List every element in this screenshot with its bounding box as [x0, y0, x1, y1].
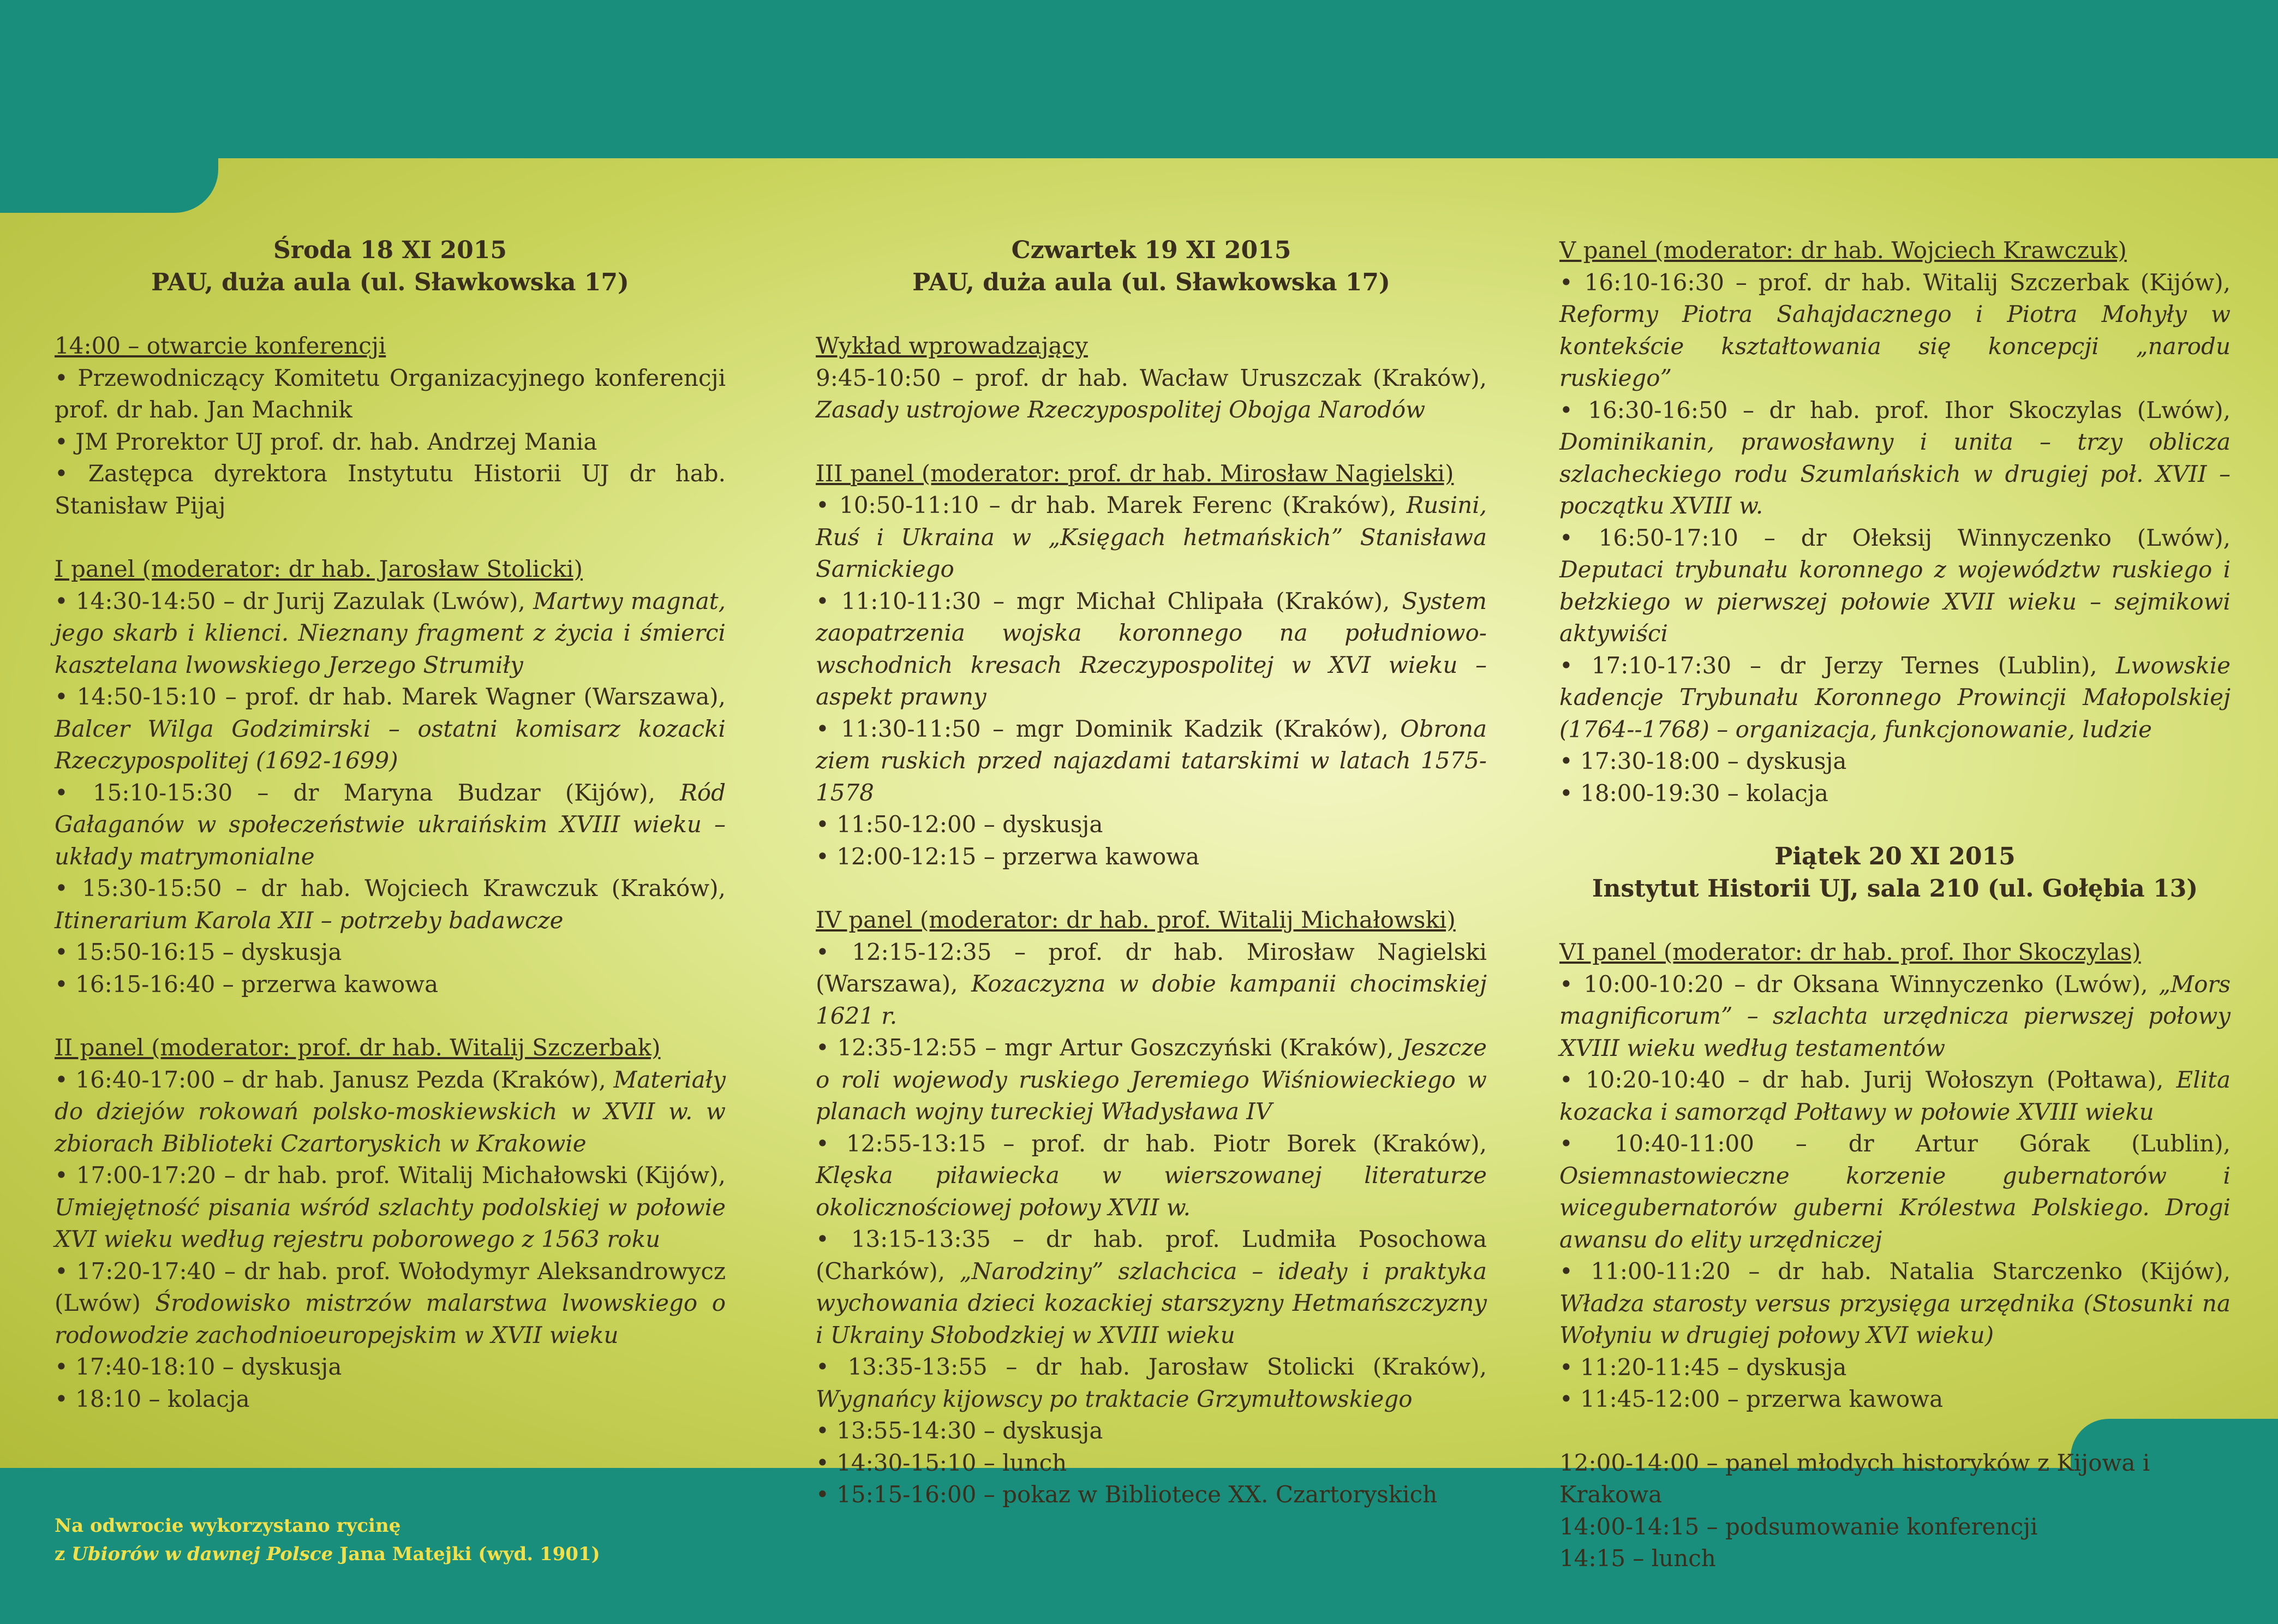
list-item: • 16:30-16:50 – dr hab. prof. Ihor Skoczylas (Lwów), Dominikanin, prawosławny i unita – trzy oblicza szlacheckiego rodu Szumlańskich w drugiej poł. XVII – początku XVIII w.: [1559, 396, 2231, 519]
list-item: • JM Prorektor UJ prof. dr. hab. Andrzej Mania: [55, 428, 597, 455]
list-item: • 15:50-16:15 – dyskusja: [55, 939, 342, 965]
closing-item: 14:15 – lunch: [1559, 1545, 1716, 1572]
list-item: • 10:20-10:40 – dr hab. Jurij Wołoszyn (Połtawa), Elita kozacka i samorząd Połtawy w połowie XVIII wieku: [1559, 1066, 2231, 1125]
list-item: • 18:10 – kolacja: [55, 1385, 250, 1412]
list-item: • 12:35-12:55 – mgr Artur Goszczyński (Kraków), Jeszcze o roli wojewody ruskiego Jeremiego Wiśniowieckiego w planach wojny tureckiej Władysława IV: [816, 1034, 1487, 1125]
list-item: • 11:50-12:00 – dyskusja: [816, 811, 1103, 838]
list-item: • 13:35-13:55 – dr hab. Jarosław Stolicki (Kraków), Wygnańcy kijowscy po traktacie Grzymułtowskiego: [816, 1353, 1487, 1412]
column-wednesday: [55, 235, 726, 1415]
list-item: • 11:20-11:45 – dyskusja: [1559, 1353, 1847, 1381]
list-item: • 11:00-11:20 – dr hab. Natalia Starczenko (Kijów), Władza starosty versus przysięga urzędnika (Stosunki na Wołyniu w drugiej połowy XVI wieku): [1559, 1258, 2231, 1348]
illustration-credit: [55, 1512, 600, 1568]
list-item: • 12:15-12:35 – prof. dr hab. Mirosław Nagielski (Warszawa), Kozaczyzna w dobie kampanii chocimskiej 1621 r.: [816, 938, 1487, 1029]
section-title: Wykład wprowadzający: [816, 332, 1088, 359]
section-title: II panel (moderator: prof. dr hab. Witalij Szczerbak): [55, 1034, 661, 1061]
column-thursday: [816, 235, 1487, 1511]
list-item: • 11:30-11:50 – mgr Dominik Kadzik (Kraków), Obrona ziem ruskich przed najazdami tatarskimi w latach 1575-1578: [816, 715, 1487, 806]
section-title: 14:00 – otwarcie konferencji: [55, 332, 386, 359]
list-item: • 10:50-11:10 – dr hab. Marek Ferenc (Kraków), Rusini, Ruś i Ukraina w „Księgach hetmańskich” Stanisława Sarnickiego: [816, 492, 1487, 582]
list-item: • 12:55-13:15 – prof. dr hab. Piotr Borek (Kraków), Klęska piławiecka w wierszowanej literaturze okolicznościowej połowy XVII w.: [816, 1130, 1487, 1221]
list-item: • 10:40-11:00 – dr Artur Górak (Lublin), Osiemnastowieczne korzenie gubernatorów i wicegubernatorów guberni Królestwa Polskiego. Drogi awansu do elity urzędniczej: [1559, 1130, 2231, 1253]
list-item: 9:45-10:50 – prof. dr hab. Wacław Uruszczak (Kraków), Zasady ustrojowe Rzeczypospolitej Obojga Narodów: [816, 364, 1487, 423]
list-item: • 18:00-19:30 – kolacja: [1559, 779, 1828, 807]
list-item: • 16:40-17:00 – dr hab. Janusz Pezda (Kraków), Materiały do dziejów rokowań polsko-moskiewskich w XVII w. w zbiorach Biblioteki Czartoryskich w Krakowie: [55, 1066, 726, 1157]
list-item: • 13:55-14:30 – dyskusja: [816, 1417, 1103, 1444]
section-title: VI panel (moderator: dr hab. prof. Ihor Skoczylas): [1559, 939, 2141, 965]
day-heading: Środa 18 XI 2015: [273, 236, 507, 264]
list-item: • 17:30-18:00 – dyskusja: [1559, 748, 1847, 774]
list-item: • 15:15-16:00 – pokaz w Bibliotece XX. Czartoryskich: [816, 1481, 1438, 1508]
section-title: III panel (moderator: prof. dr hab. Mirosław Nagielski): [816, 459, 1454, 487]
list-item: • 11:10-11:30 – mgr Michał Chlipała (Kraków), System zaopatrzenia wojska koronnego na południowo-wschodnich kresach Rzeczypospolitej w XVI wieku – aspekt prawny: [816, 587, 1487, 710]
list-item: • 16:10-16:30 – prof. dr hab. Witalij Szczerbak (Kijów), Reformy Piotra Sahajdacznego i Piotra Mohyły w kontekście kształtowania się koncepcji „narodu ruskiego”: [1559, 268, 2231, 391]
list-item: • 17:00-17:20 – dr hab. prof. Witalij Michałowski (Kijów), Umiejętność pisania wśród szlachty podolskiej w połowie XVI wieku według rejestru poborowego z 1563 roku: [55, 1162, 726, 1252]
venue-heading: PAU, duża aula (ul. Sławkowska 17): [912, 268, 1390, 296]
list-item: • 17:40-18:10 – dyskusja: [55, 1353, 342, 1380]
list-item: • 14:30-15:10 – lunch: [816, 1449, 1067, 1476]
list-item: • 10:00-10:20 – dr Oksana Winnyczenko (Lwów), „Mors magnificorum” – szlachta urzędnicza pierwszej połowy XVIII wieku według testamentów: [1559, 970, 2231, 1061]
section-title: IV panel (moderator: dr hab. prof. Witalij Michałowski): [816, 906, 1456, 933]
list-item: • 17:20-17:40 – dr hab. prof. Wołodymyr Aleksandrowycz (Lwów) Środowisko mistrzów malarstwa lwowskiego o rodowodzie zachodnioeuropejskim w XVII wieku: [55, 1257, 726, 1348]
section-title: V panel (moderator: dr hab. Wojciech Krawczuk): [1559, 237, 2127, 264]
list-item: • 15:30-15:50 – dr hab. Wojciech Krawczuk (Kraków), Itinerarium Karola XII – potrzeby badawcze: [55, 875, 726, 934]
list-item: • 16:50-17:10 – dr Ołeksij Winnyczenko (Lwów), Deputaci trybunału koronnego z województw ruskiego i bełzkiego w pierwszej połowie XVII wieku – sejmikowi aktywiści: [1559, 524, 2231, 647]
list-item: • 14:50-15:10 – prof. dr hab. Marek Wagner (Warszawa), Balcer Wilga Godzimirski – ostatni komisarz kozacki Rzeczypospolitej (1692-1699): [55, 683, 726, 774]
list-item: • 11:45-12:00 – przerwa kawowa: [1559, 1386, 1944, 1412]
list-item: • Przewodniczący Komitetu Organizacyjnego konferencji prof. dr hab. Jan Machnik: [55, 364, 726, 423]
list-item: • Zastępca dyrektora Instytutu Historii UJ dr hab. Stanisław Pijaj: [55, 460, 726, 519]
column-thursday-friday: [1559, 235, 2231, 1575]
venue-heading: Instytut Historii UJ, sala 210 (ul. Gołębia 13): [1592, 874, 2198, 903]
day-heading: Piątek 20 XI 2015: [1774, 843, 2016, 870]
credit-line-2: z Ubiorów w dawnej Polsce Jana Matejki (wyd. 1901): [55, 1543, 600, 1565]
left-tab-notch: [0, 158, 218, 213]
list-item: • 14:30-14:50 – dr Jurij Zazulak (Lwów), Martwy magnat, jego skarb i klienci. Nieznany fragment z życia i śmierci kasztelana lwowskiego Jerzego Strumiły: [55, 587, 726, 678]
venue-heading: PAU, duża aula (ul. Sławkowska 17): [151, 268, 629, 296]
list-item: • 17:10-17:30 – dr Jerzy Ternes (Lublin), Lwowskie kadencje Trybunału Koronnego Prowincji Małopolskiej (1764--1768) – organizacja, funkcjonowanie, ludzie: [1559, 652, 2231, 743]
list-item: • 15:10-15:30 – dr Maryna Budzar (Kijów), Ród Gałaganów w społeczeństwie ukraińskim XVIII wieku – układy matrymonialne: [55, 779, 726, 870]
closing-item: 14:00-14:15 – podsumowanie konferencji: [1559, 1513, 2038, 1540]
list-item: • 13:15-13:35 – dr hab. prof. Ludmiła Posochowa (Charków), „Narodziny” szlachcica – ideały i praktyka wychowania dzieci kozackiej starszyzny Hetmańszczyzny i Ukrainy Słobodzkiej w XVIII wieku: [816, 1226, 1487, 1348]
credit-line-1: Na odwrocie wykorzystano rycinę: [55, 1515, 401, 1537]
list-item: • 12:00-12:15 – przerwa kawowa: [816, 843, 1200, 870]
day-heading: Czwartek 19 XI 2015: [1011, 236, 1292, 264]
list-item: • 16:15-16:40 – przerwa kawowa: [55, 970, 439, 998]
section-title: I panel (moderator: dr hab. Jarosław Stolicki): [55, 556, 583, 582]
closing-item: 12:00-14:00 – panel młodych historyków z Kijowa i Krakowa: [1559, 1449, 2150, 1508]
